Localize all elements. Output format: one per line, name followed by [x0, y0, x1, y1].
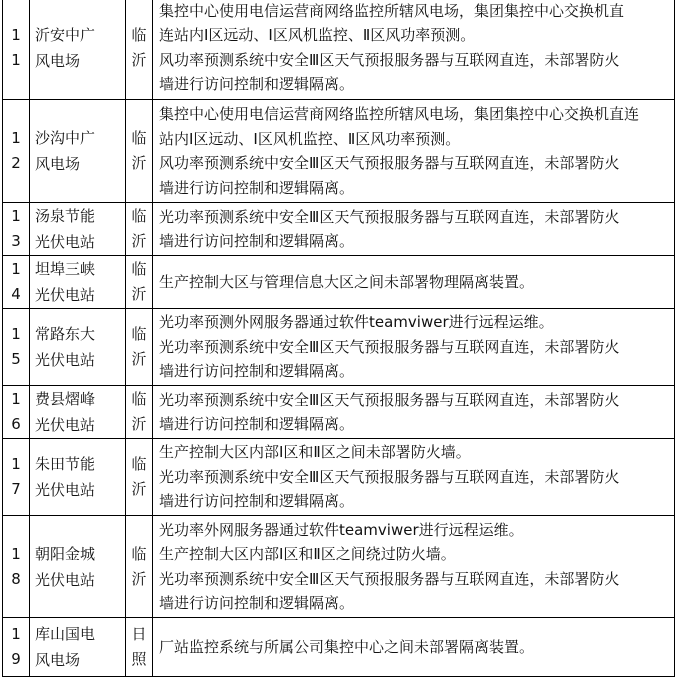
site-name-cell-line: 库山国电 — [35, 625, 96, 643]
row-number-cell-line: 1 — [11, 129, 21, 147]
city-cell-line: 沂 — [131, 285, 147, 303]
city-cell-line: 临 — [131, 25, 147, 44]
site-name-cell-line: 汤泉节能 — [35, 207, 96, 225]
row-number-cell — [3, 100, 30, 203]
issue-description-cell-line: 光功率预测外网服务器通过软件teamviwer进行远程运维。 — [159, 313, 554, 332]
row-number-cell — [3, 618, 30, 677]
site-name-cell-line: 朱田节能 — [35, 455, 96, 473]
issue-description-cell-line: 墙进行访问控制和逻辑隔离。 — [159, 362, 355, 381]
site-name-cell-line: 光伏电站 — [35, 416, 96, 434]
site-name-cell-line: 光伏电站 — [35, 351, 96, 369]
issue-description-cell-line: 光功率预测系统中安全Ⅲ区天气预报服务器与互联网直连，未部署防火 — [159, 390, 620, 409]
issue-description-cell-line: 墙进行访问控制和逻辑隔离。 — [159, 178, 355, 197]
table-row — [3, 309, 675, 386]
findings-table-body — [3, 0, 675, 677]
table-row — [3, 386, 675, 439]
table-row — [3, 516, 675, 618]
site-name-cell-line: 光伏电站 — [35, 481, 96, 499]
site-name-cell — [30, 386, 126, 439]
row-number-cell-line: 6 — [11, 415, 21, 433]
row-number-cell — [3, 256, 30, 309]
issue-description-cell-line: 生产控制大区内部Ⅰ区和Ⅱ区之间未部署防火墙。 — [159, 443, 471, 462]
findings-table — [2, 0, 675, 677]
city-cell-line: 沂 — [131, 154, 147, 172]
row-number-cell-line: 1 — [11, 390, 21, 408]
issue-description-cell-line: 连站内Ⅰ区远动、Ⅰ区风机监控、Ⅱ区风功率预测。 — [159, 26, 476, 44]
site-name-cell — [30, 618, 126, 677]
city-cell-line: 沂 — [131, 232, 147, 250]
row-number-cell-line: 1 — [11, 544, 21, 563]
issue-description-cell — [153, 203, 675, 256]
city-cell-line: 沂 — [131, 50, 147, 69]
site-name-cell — [30, 516, 126, 618]
table-row — [3, 0, 675, 100]
row-number-cell-line: 1 — [11, 625, 21, 643]
issue-description-cell — [153, 439, 675, 516]
row-number-cell-line: 9 — [11, 650, 21, 668]
row-number-cell-line: 1 — [11, 25, 21, 44]
issue-description-cell-line: 集控中心使用电信运营商网络监控所辖风电场，集团集控中心交换机直连 — [159, 105, 640, 123]
site-name-cell — [30, 0, 126, 100]
city-cell-line: 临 — [131, 390, 147, 408]
site-name-cell — [30, 309, 126, 386]
issue-description-cell-line: 墙进行访问控制和逻辑隔离。 — [159, 594, 355, 612]
issue-description-cell-line: 光功率外网服务器通过软件teamviwer进行远程运维。 — [159, 520, 524, 539]
city-cell — [126, 386, 153, 439]
row-number-cell-line: 4 — [11, 285, 21, 303]
issue-description-cell-line: 厂站监控系统与所属公司集控中心之间未部署隔离装置。 — [159, 637, 535, 656]
row-number-cell-line: 1 — [11, 50, 21, 69]
row-number-cell-line: 2 — [11, 154, 21, 172]
issue-description-cell — [153, 386, 675, 439]
row-number-cell — [3, 309, 30, 386]
site-name-cell-line: 常路东大 — [35, 325, 96, 343]
issue-description-cell-line: 风功率预测系统中安全Ⅲ区天气预报服务器与互联网直连，未部署防火 — [159, 154, 620, 172]
city-cell-line: 照 — [131, 650, 147, 668]
issue-description-cell-line: 光功率预测系统中安全Ⅲ区天气预报服务器与互联网直连，未部署防火 — [159, 569, 620, 588]
site-name-cell — [30, 203, 126, 256]
issue-description-cell-line: 风功率预测系统中安全Ⅲ区天气预报服务器与互联网直连，未部署防火 — [159, 50, 620, 69]
city-cell — [126, 100, 153, 203]
city-cell-line: 沂 — [131, 415, 147, 433]
issue-description-cell-line: 光功率预测系统中安全Ⅲ区天气预报服务器与互联网直连，未部署防火 — [159, 337, 620, 356]
issue-description-cell — [153, 309, 675, 386]
table-row — [3, 256, 675, 309]
issue-description-cell-line: 墙进行访问控制和逻辑隔离。 — [159, 75, 355, 93]
row-number-cell — [3, 0, 30, 100]
row-number-cell-line: 8 — [11, 569, 21, 588]
site-name-cell — [30, 100, 126, 203]
site-name-cell-line: 风电场 — [35, 51, 81, 70]
site-name-cell-line: 坦埠三峡 — [35, 260, 96, 278]
site-name-cell-line: 费县熠峰 — [35, 390, 96, 408]
city-cell-line: 沂 — [131, 569, 147, 588]
city-cell-line: 临 — [131, 325, 147, 343]
site-name-cell-line: 光伏电站 — [35, 286, 96, 304]
site-name-cell — [30, 439, 126, 516]
table-row — [3, 618, 675, 677]
site-name-cell-line: 风电场 — [35, 651, 81, 669]
row-number-cell-line: 7 — [11, 480, 21, 498]
table-row — [3, 439, 675, 516]
city-cell-line: 临 — [131, 544, 147, 563]
city-cell-line: 临 — [131, 207, 147, 225]
city-cell — [126, 256, 153, 309]
row-number-cell-line: 3 — [11, 232, 21, 250]
city-cell — [126, 203, 153, 256]
site-name-cell — [30, 256, 126, 309]
issue-description-cell-line: 生产控制大区内部Ⅰ区和Ⅱ区之间绕过防火墙。 — [159, 545, 456, 563]
issue-description-cell — [153, 0, 675, 100]
row-number-cell-line: 1 — [11, 207, 21, 225]
city-cell — [126, 516, 153, 618]
issue-description-cell-line: 光功率预测系统中安全Ⅲ区天气预报服务器与互联网直连，未部署防火 — [159, 467, 620, 486]
city-cell — [126, 618, 153, 677]
city-cell-line: 临 — [131, 455, 147, 473]
city-cell-line: 日 — [131, 625, 147, 643]
city-cell-line: 临 — [131, 260, 147, 278]
table-row — [3, 100, 675, 203]
city-cell-line: 沂 — [131, 480, 147, 498]
row-number-cell — [3, 516, 30, 618]
site-name-cell-line: 沂安中广 — [35, 25, 96, 44]
site-name-cell-line: 朝阳金城 — [35, 544, 96, 563]
city-cell — [126, 439, 153, 516]
issue-description-cell-line: 生产控制大区与管理信息大区之间未部署物理隔离装置。 — [159, 272, 535, 291]
row-number-cell-line: 1 — [11, 455, 21, 473]
row-number-cell-line: 1 — [11, 260, 21, 278]
table-row — [3, 203, 675, 256]
site-name-cell-line: 光伏电站 — [35, 570, 96, 589]
issue-description-cell — [153, 100, 675, 203]
city-cell-line: 临 — [131, 129, 147, 147]
issue-description-cell-line: 光功率预测系统中安全Ⅲ区天气预报服务器与互联网直连，未部署防火 — [159, 207, 620, 226]
site-name-cell-line: 光伏电站 — [35, 233, 96, 251]
site-name-cell-line: 风电场 — [35, 155, 81, 173]
row-number-cell — [3, 203, 30, 256]
row-number-cell — [3, 386, 30, 439]
issue-description-cell — [153, 256, 675, 309]
issue-description-cell-line: 墙进行访问控制和逻辑隔离。 — [159, 232, 355, 250]
issue-description-cell-line: 墙进行访问控制和逻辑隔离。 — [159, 492, 355, 511]
city-cell — [126, 309, 153, 386]
issue-description-cell — [153, 618, 675, 677]
city-cell — [126, 0, 153, 100]
row-number-cell-line: 1 — [11, 325, 21, 343]
row-number-cell — [3, 439, 30, 516]
issue-description-cell-line: 墙进行访问控制和逻辑隔离。 — [159, 415, 355, 433]
issue-description-cell-line: 站内Ⅰ区远动、Ⅰ区风机监控、Ⅱ区风功率预测。 — [159, 129, 461, 148]
site-name-cell-line: 沙沟中广 — [35, 129, 96, 147]
issue-description-cell-line: 集控中心使用电信运营商网络监控所辖风电场，集团集控中心交换机直 — [159, 1, 625, 20]
issue-description-cell — [153, 516, 675, 618]
row-number-cell-line: 5 — [11, 350, 21, 368]
city-cell-line: 沂 — [131, 350, 147, 368]
